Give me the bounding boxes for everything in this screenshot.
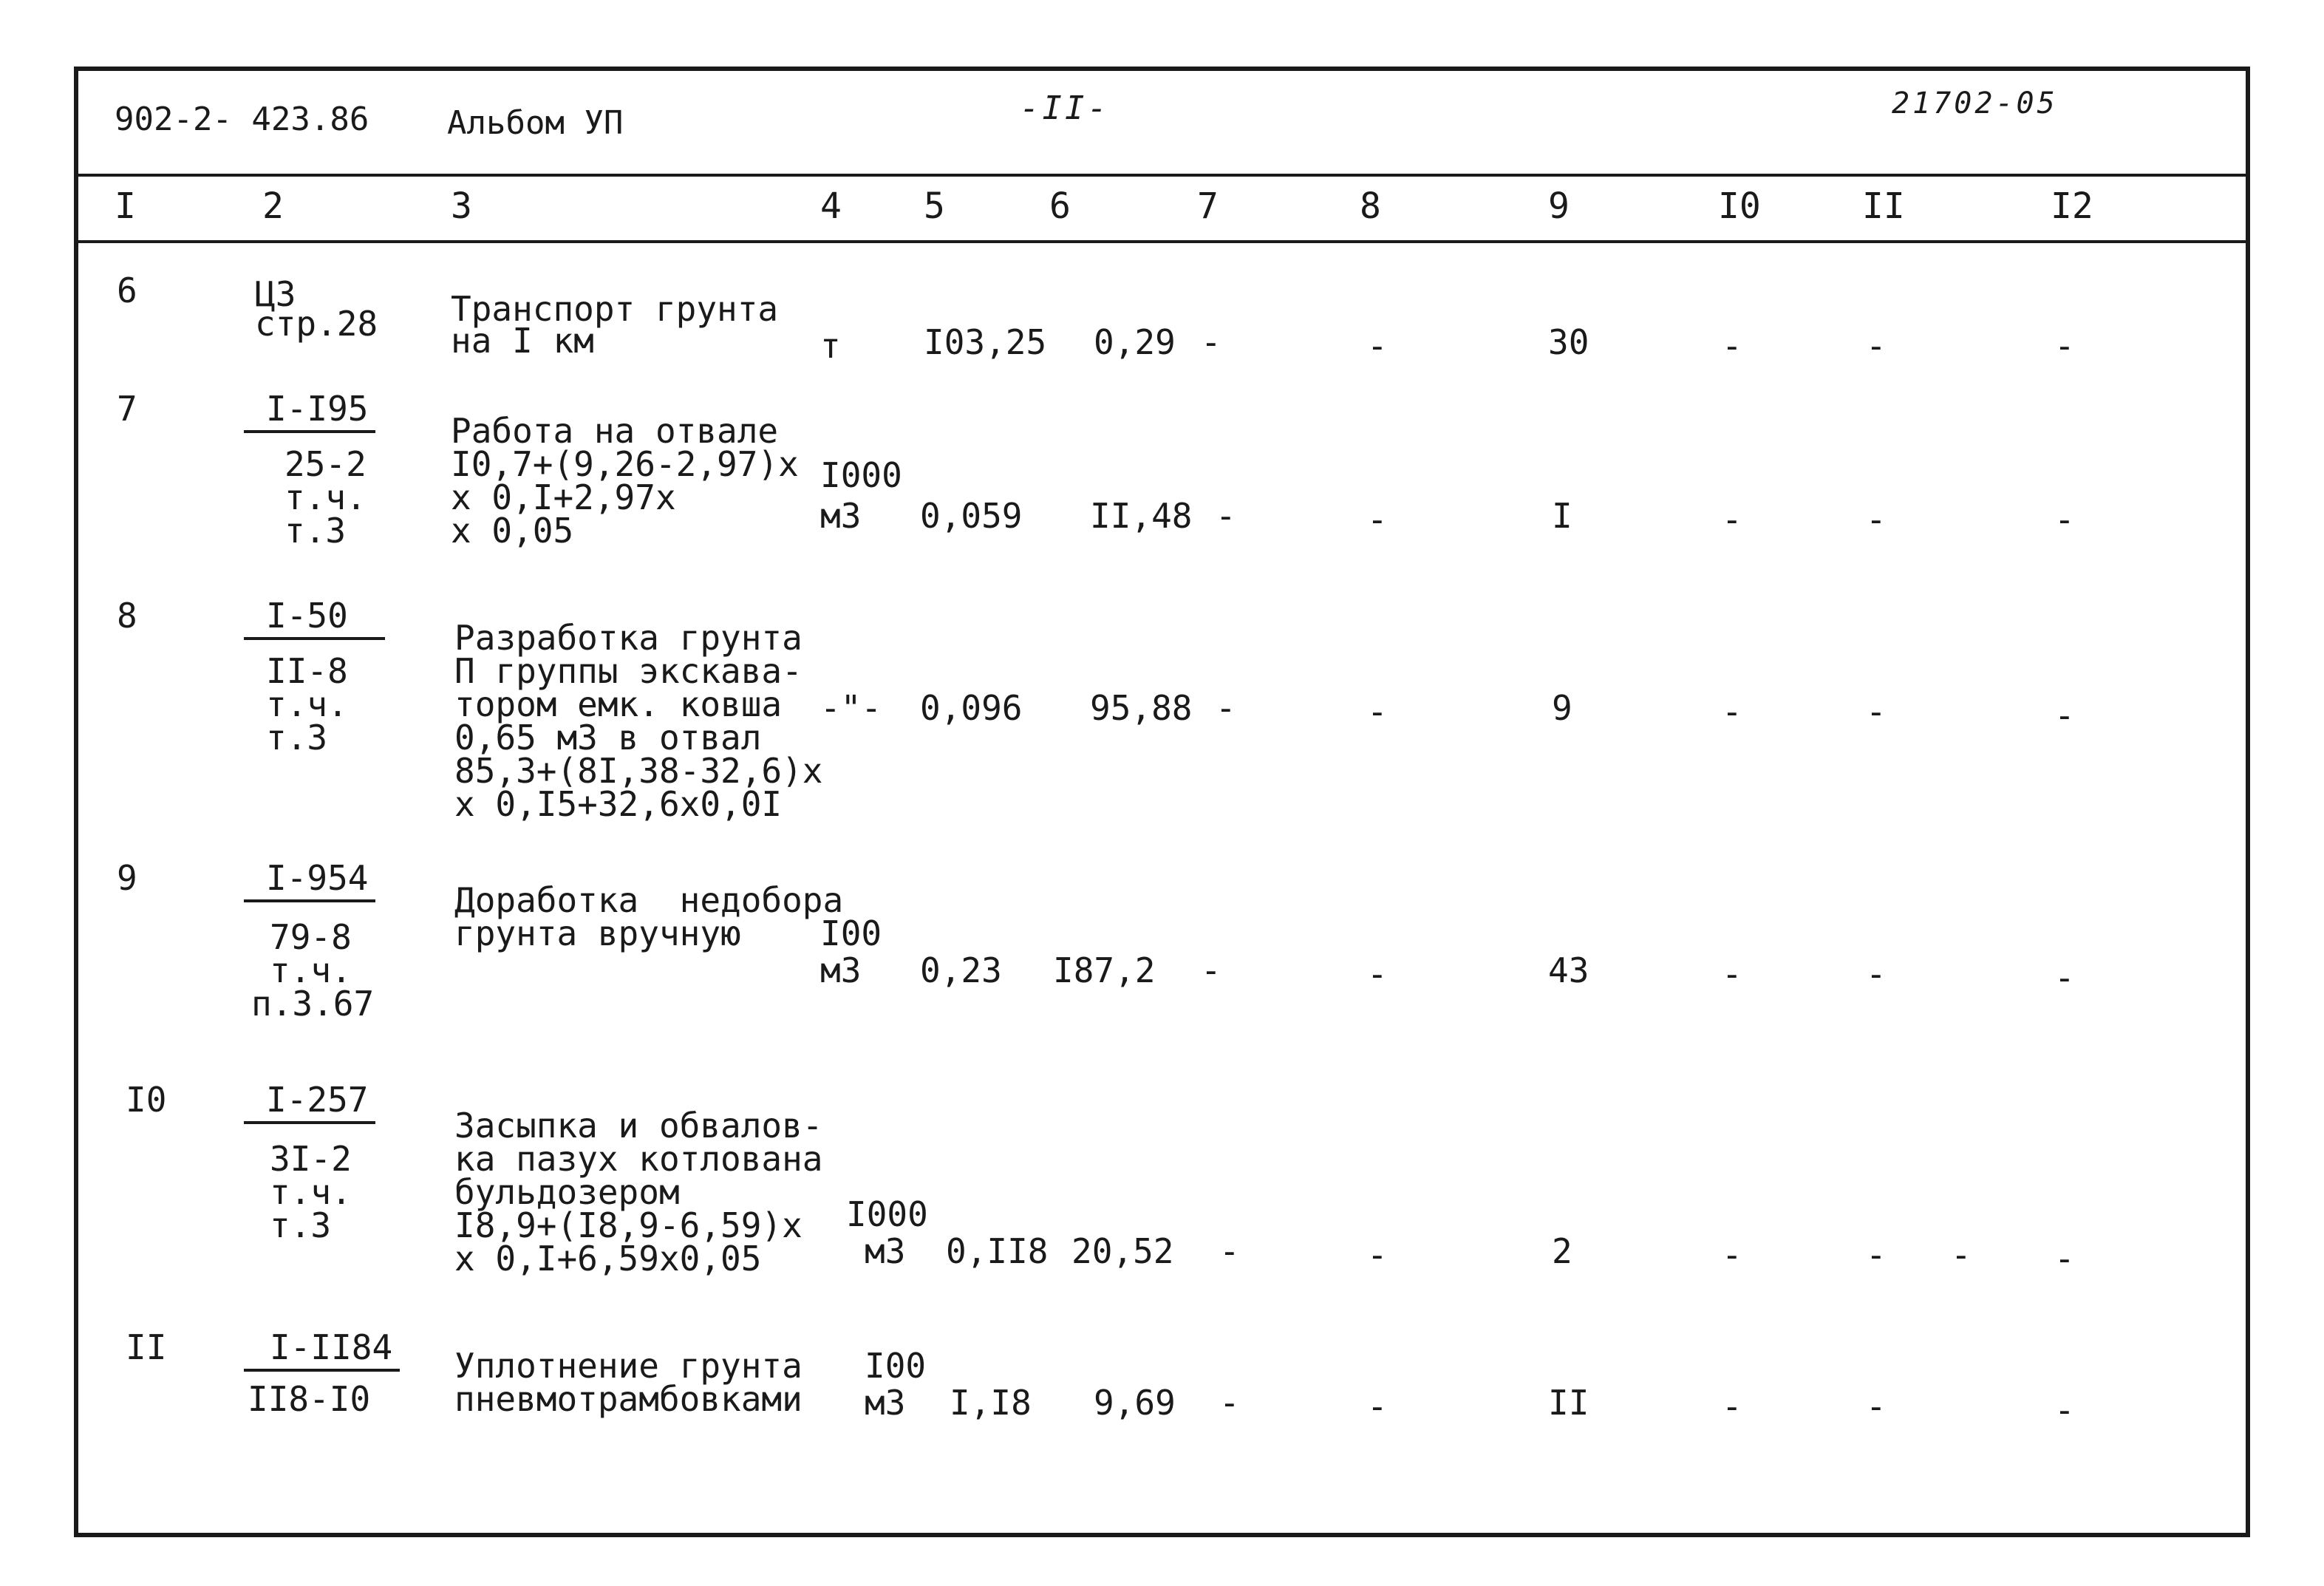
col12-value: - [2054,958,2075,998]
column-header-3: 3 [451,186,472,227]
work-description-line: ка пазух котлована [454,1139,823,1179]
unit-line: м3 [820,496,862,536]
col9-value: I [1552,496,1572,536]
reference-norm: I-II84 [244,1330,400,1372]
work-description-line: x 0,I5+32,6x0,0I [454,784,783,824]
col8-value: - [1367,692,1388,732]
reference-line: т.3 [270,1205,332,1245]
norm-value: 0,29 [1094,322,1176,362]
col8-value: - [1367,326,1388,366]
work-description-line: Уплотнение грунта [454,1346,803,1386]
col8-value: - [1367,1386,1388,1426]
reference-norm: I-257 [244,1083,375,1124]
reference-line: II-8 [266,651,348,691]
work-description-line: x 0,I+2,97x [451,477,676,517]
col12-value: - [2054,500,2075,540]
work-description-line: 0,65 м3 в отвал [454,718,762,758]
work-description-line: П группы экскава- [454,651,803,691]
document-code: 902-2- 423.86 [115,101,369,138]
reference-line: т.ч. [270,950,352,990]
col8-value: - [1367,954,1388,994]
col11-value: - [1866,1235,1887,1275]
unit-line: I000 [820,455,902,495]
col8-value: - [1367,1235,1388,1275]
column-header-12: I2 [2051,186,2093,227]
row-number: 7 [117,389,137,429]
column-header-4: 4 [820,186,842,227]
col9-value: 43 [1548,950,1589,990]
col10-value: - [1722,1386,1742,1426]
work-description-line: 85,3+(8I,38-32,6)x [454,751,823,791]
work-description-line: на I км [451,321,594,361]
document-frame [74,67,2250,1537]
quantity-value: I03,25 [924,322,1047,362]
column-header-9: 9 [1548,186,1570,227]
quantity-value: I,I8 [950,1383,1032,1423]
row-number: II [126,1327,167,1367]
reference-line: т.ч. [266,684,348,724]
reference-line: т.3 [284,511,347,551]
work-description-line: Транспорт грунта [451,289,779,329]
work-description-line: Разработка грунта [454,618,803,658]
column-header-1: I [115,186,136,227]
unit-line: т [820,326,841,366]
header-rule-top [74,174,2250,177]
col12-value: - [2054,1239,2075,1279]
col11-extra-value: - [1951,1235,1972,1275]
col7-value: - [1216,496,1236,536]
unit-line: м3 [865,1231,906,1271]
quantity-value: 0,II8 [946,1231,1049,1271]
header-rule-bottom [74,240,2250,243]
col7-value: - [1201,950,1221,990]
norm-value: 95,88 [1090,688,1193,728]
col7-value: - [1219,1231,1240,1271]
col7-value: - [1219,1383,1240,1423]
col12-value: - [2054,326,2075,366]
reference-norm: I-954 [244,861,375,902]
col9-value: 2 [1552,1231,1572,1271]
row-number: 9 [117,858,137,898]
reference-line: ЦЗ [255,274,296,314]
col10-value: - [1722,326,1742,366]
norm-value: I87,2 [1053,950,1156,990]
col12-value: - [2054,695,2075,735]
work-description-line: x 0,05 [451,511,574,551]
col8-value: - [1367,500,1388,540]
unit-line: I00 [865,1346,927,1386]
work-description-line: x 0,I+6,59x0,05 [454,1239,762,1279]
unit-line: I00 [820,913,882,953]
column-header-6: 6 [1049,186,1071,227]
row-number: 6 [117,270,137,310]
col9-value: 9 [1552,688,1572,728]
col10-value: - [1722,500,1742,540]
col11-value: - [1866,326,1887,366]
reference-line: п.3.67 [251,984,375,1024]
reference-line: стр.28 [255,304,378,344]
col10-value: - [1722,954,1742,994]
unit-line: м3 [865,1383,906,1423]
work-description-line: грунта вручную [454,913,741,953]
norm-value: 20,52 [1071,1231,1174,1271]
quantity-value: 0,059 [920,496,1023,536]
col11-value: - [1866,954,1887,994]
col10-value: - [1722,1235,1742,1275]
document-number: 21702-05 [1892,86,2058,120]
row-number: 8 [117,596,137,636]
work-description-line: I0,7+(9,26-2,97)x [451,444,799,484]
column-header-2: 2 [262,186,284,227]
row-number: I0 [126,1080,167,1120]
unit-line: -"- [820,688,882,728]
norm-value: 9,69 [1094,1383,1176,1423]
col9-value: 30 [1548,322,1589,362]
reference-line: 79-8 [270,917,352,957]
reference-norm: I-I95 [244,392,375,433]
unit-line: м3 [820,950,862,990]
norm-value: II,48 [1090,496,1193,536]
col7-value: - [1216,688,1236,728]
reference-line: т.ч. [284,477,367,517]
reference-line: 3I-2 [270,1139,352,1179]
work-description-line: Засыпка и обвалов- [454,1106,823,1146]
col11-value: - [1866,1386,1887,1426]
work-description-line: тором емк. ковша [454,684,783,724]
reference-line: т.3 [266,718,328,758]
col12-value: - [2054,1390,2075,1430]
work-description-line: I8,9+(I8,9-6,59)x [454,1205,803,1245]
reference-line: 25-2 [284,444,367,484]
work-description-line: бульдозером [454,1172,680,1212]
column-header-7: 7 [1197,186,1219,227]
col9-value: II [1548,1383,1589,1423]
work-description-line: Работа на отвале [451,411,779,451]
page-number: -II- [1020,89,1110,127]
quantity-value: 0,23 [920,950,1002,990]
unit-line: I000 [846,1194,928,1234]
column-header-5: 5 [924,186,945,227]
col10-value: - [1722,692,1742,732]
reference-line: II8-I0 [248,1379,371,1419]
col11-value: - [1866,692,1887,732]
reference-line: т.ч. [270,1172,352,1212]
quantity-value: 0,096 [920,688,1023,728]
column-header-8: 8 [1360,186,1381,227]
col7-value: - [1201,322,1221,362]
album-label: Альбом УП [447,104,624,142]
column-header-11: II [1862,186,1905,227]
column-header-10: I0 [1718,186,1761,227]
col11-value: - [1866,500,1887,540]
work-description-line: пневмотрамбовками [454,1379,803,1419]
work-description-line: Доработка недобора [454,880,844,920]
reference-norm: I-50 [244,599,385,640]
